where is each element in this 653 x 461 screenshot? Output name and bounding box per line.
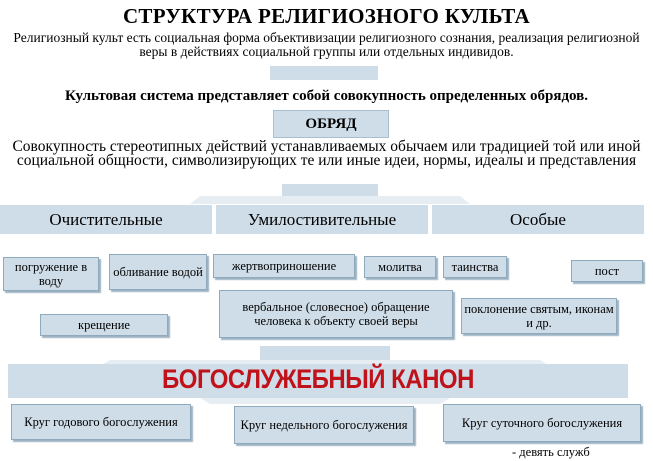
rite-definition: Совокупность стереотипных действий устанавливаемых обычаем или традицией той или иной социальной общности, символизирующих те или иные идеи, нормы, идеалы и представления xyxy=(12,138,641,169)
item-baptism xyxy=(40,314,168,336)
cycle-yearly-label: Круг годового богослужения xyxy=(24,414,178,429)
item-immersion-label: погружение в воду xyxy=(14,260,88,288)
item-prayer xyxy=(364,256,436,278)
item-veneration xyxy=(461,298,617,334)
item-sacrament-label: таинства xyxy=(451,260,499,274)
arrow-down-5 xyxy=(260,346,390,360)
cycle-weekly xyxy=(234,406,414,444)
item-pouring-label: обливание водой xyxy=(113,265,203,279)
item-sacrifice xyxy=(213,254,355,278)
category-special: Особые xyxy=(432,205,644,234)
cycle-weekly-label: Круг недельного богослужения xyxy=(240,417,408,432)
item-sacrament xyxy=(443,256,507,278)
item-verbal-label: вербальное (словесное) обращение человека к объекту своей веры xyxy=(242,300,430,328)
item-pouring xyxy=(109,254,207,290)
item-fast xyxy=(571,260,643,282)
canon-title: БОГОСЛУЖЕБНЫЙ КАНОН xyxy=(162,364,474,395)
item-baptism-label: крещение xyxy=(78,318,130,332)
arrow-down-6 xyxy=(200,398,450,404)
arrow-down-2 xyxy=(190,196,470,204)
nine-services-note: - девять служб xyxy=(512,445,590,459)
category-propitiatory: Умилостивительные xyxy=(216,205,428,234)
item-immersion xyxy=(3,257,99,291)
arrow-down-3 xyxy=(282,184,378,196)
rite-box: ОБРЯД xyxy=(273,110,389,138)
cycle-daily-label: Круг суточного богослужения xyxy=(461,415,623,430)
cult-system-text: Культовая система представляет собой совокупность определенных обрядов. xyxy=(64,88,589,104)
arrow-down-1 xyxy=(270,66,378,80)
item-fast-label: пост xyxy=(594,264,620,278)
item-veneration-label: поклонение святым, иконам и др. xyxy=(464,302,614,330)
category-cleansing: Очистительные xyxy=(0,205,212,234)
intro-text: Религиозный культ есть социальная форма объективизации религиозного сознания, реализация религиозной веры в действиях социальной группы или отдельных индивидов. xyxy=(13,30,640,59)
item-sacrifice-label: жертвоприношение xyxy=(231,259,337,273)
cycle-daily xyxy=(443,404,641,442)
item-verbal xyxy=(219,290,453,338)
item-prayer-label: молитва xyxy=(378,260,422,274)
cycle-yearly xyxy=(11,404,191,440)
page-title: СТРУКТУРА РЕЛИГИОЗНОГО КУЛЬТА xyxy=(122,4,531,28)
